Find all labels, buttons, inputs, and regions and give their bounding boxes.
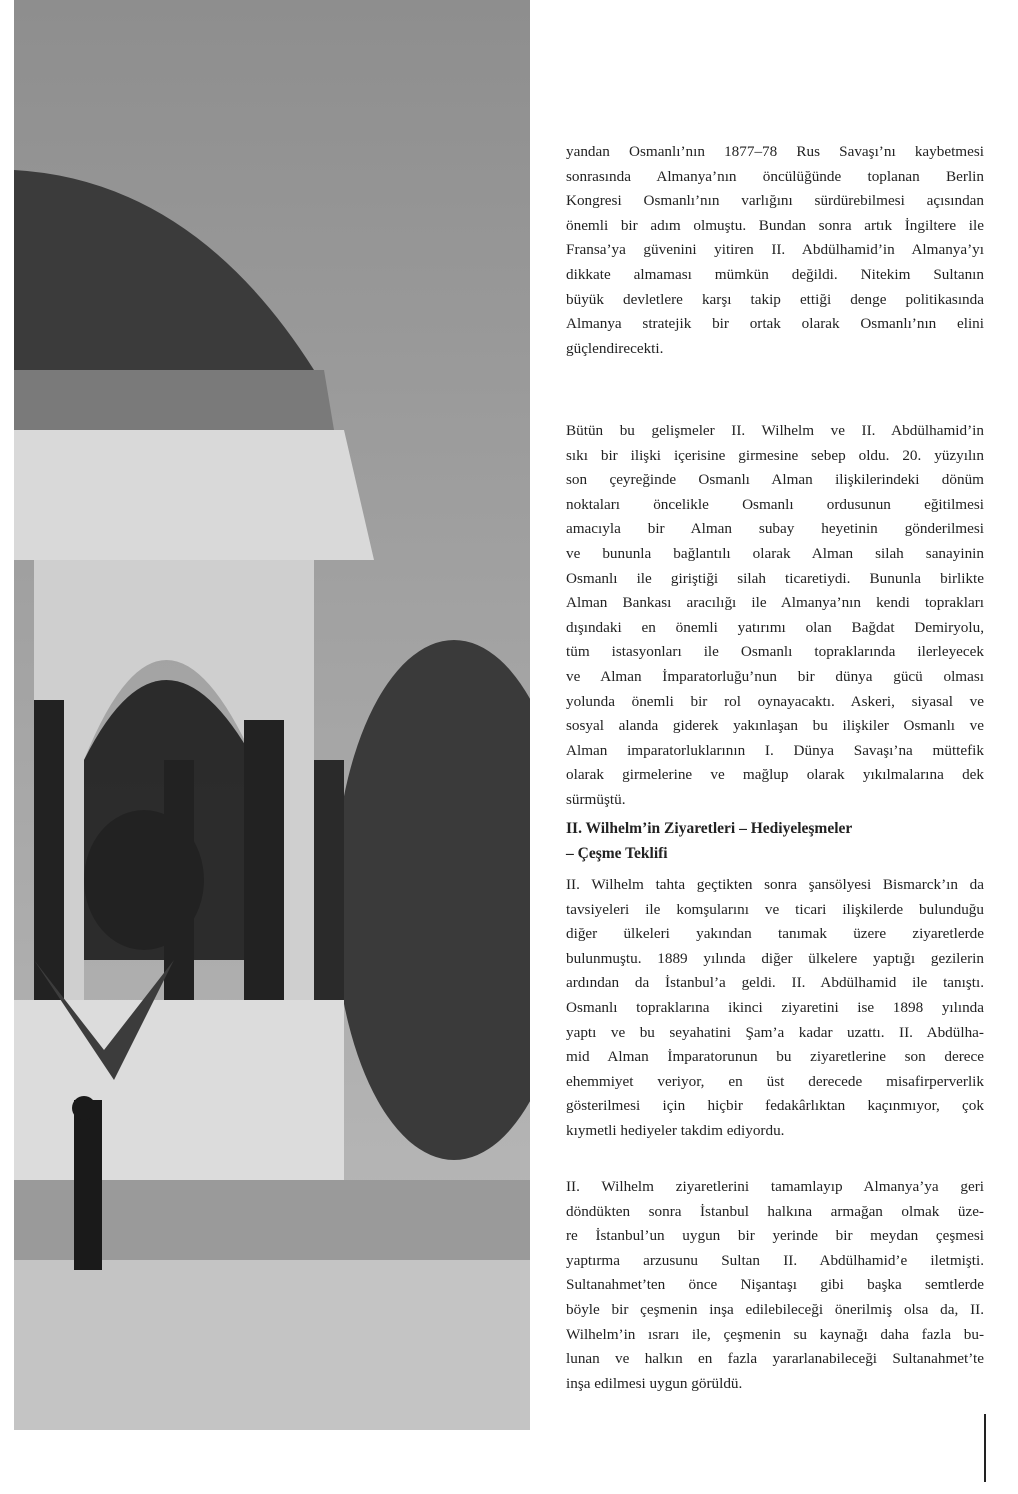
text-line: dışındaki en önemli yatırımı olan Bağdat Demiryolu, <box>566 618 984 636</box>
text-line: Fransa’ya güvenini yitiren II. Abdülhamid’in Almanya’yı <box>566 241 984 259</box>
section-heading <box>566 816 984 866</box>
paragraph-1 <box>566 140 984 361</box>
text-line: ve bununla bağlantılı olarak Alman silah sanayinin <box>566 544 984 562</box>
text-line: II. Wilhelm tahta geçtikten sonra şansölyesi Bismarck’ın da <box>566 876 984 893</box>
text-line: yaptırma arzusunu Sultan II. Abdülhamid’e iletmişti. <box>566 1251 984 1269</box>
text-line: Bütün bu gelişmeler II. Wilhelm ve II. Abdülhamid’in <box>566 422 984 439</box>
text-line: Sultanahmet’ten önce Nişantaşı gibi başka semtlerde <box>566 1276 984 1294</box>
text-line: sıkı bir ilişki içerisine girmesine sebep oldu. 20. yüzyılın <box>566 446 984 464</box>
text-line: dikkate almaması mümkün değildi. Nitekim Sultanın <box>566 265 984 283</box>
text-line: böyle bir çeşmenin inşa edilebileceği önerilmiş olsa da, II. <box>566 1300 984 1318</box>
text-line: lunan ve halkın en fazla yararlanabileceği Sultanahmet’te <box>566 1350 984 1368</box>
text-line: ve Alman İmparatorluğu’nun bir dünya gücü olması <box>566 667 984 685</box>
page-marker-rule <box>984 1414 986 1482</box>
text-line: Kongresi Osmanlı’nın varlığını sürdürebilmesi açısından <box>566 192 984 210</box>
text-line: bulunmuştu. 1889 yılında diğer ülkelere yaptığı gezilerin <box>566 949 984 967</box>
paragraph-3 <box>566 873 984 1144</box>
text-line: olarak girmelerine ve mağlup olarak yıkılmalarına dek <box>566 766 984 784</box>
text-line: ehemmiyet veriyor, en üst derecede misafirperverlik <box>566 1072 984 1090</box>
heading-line: II. Wilhelm’in Ziyaretleri – Hediyeleşmeler <box>566 820 853 837</box>
text-line: son çeyreğinde Osmanlı Alman ilişkilerindeki dönüm <box>566 471 984 489</box>
text-line: Alman Bankası aracılığı ile Almanya’nın kendi toprakları <box>566 594 984 612</box>
text-line: II. Wilhelm ziyaretlerini tamamlayıp Almanya’ya geri <box>566 1178 984 1195</box>
text-line: inşa edilmesi uygun görüldü. <box>566 1374 743 1392</box>
text-line: tavsiyeleri ile komşularını ve ticari ilişkilerde bulunduğu <box>566 900 984 918</box>
text-line: yandan Osmanlı’nın 1877–78 Rus Savaşı’nı kaybetmesi <box>566 143 984 160</box>
text-line: Osmanlı topraklarına ikinci ziyaretini ise 1898 yılında <box>566 998 984 1016</box>
text-line: kıymetli hediyeler takdim ediyordu. <box>566 1121 785 1139</box>
paragraph-2 <box>566 419 984 813</box>
text-line: yolunda önemli bir rol oynayacaktı. Askeri, siyasal ve <box>566 692 984 710</box>
fountain-pavilion-photo <box>14 0 530 1430</box>
text-line: Alman imparatorluklarının I. Dünya Savaşı’na müttefik <box>566 741 984 759</box>
text-line: sürmüştü. <box>566 790 626 808</box>
text-line: döndükten sonra İstanbul halkına armağan olmak üze- <box>566 1202 984 1220</box>
text-line: Almanya stratejik bir ortak olarak Osmanlı’nın elini <box>566 315 984 333</box>
heading-line: – Çeşme Teklifi <box>566 845 668 862</box>
text-line: tüm istasyonları ile Osmanlı topraklarında ilerleyecek <box>566 643 984 661</box>
text-line: sosyal alanda giderek yakınlaşan bu ilişkiler Osmanlı ve <box>566 717 984 735</box>
text-line: önemli bir adım olmuştu. Bundan sonra artık İngiltere ile <box>566 216 984 234</box>
text-line: büyük devletlere karşı takip ettiği denge politikasında <box>566 290 984 308</box>
text-line: mid Alman İmparatorunun bu ziyaretlerine son derece <box>566 1048 984 1066</box>
paragraph-4 <box>566 1175 984 1396</box>
text-line: güçlendirecekti. <box>566 339 664 357</box>
text-line: amacıyla bir Alman subay heyetinin gönderilmesi <box>566 520 984 538</box>
text-line: Osmanlı ile giriştiği silah ticaretiydi. Bununla birlikte <box>566 569 984 587</box>
text-line: noktaları öncelikle Osmanlı ordusunun eğitilmesi <box>566 495 984 513</box>
text-line: gösterilmesi için hiçbir fedakârlıktan kaçınmıyor, çok <box>566 1097 984 1115</box>
text-line: diğer ülkeleri yakından tanımak üzere ziyaretlerde <box>566 925 984 943</box>
text-line: yaptı ve bu seyahatini Şam’a kadar uzattı. II. Abdülha- <box>566 1023 984 1041</box>
text-line: re İstanbul’un uygun bir yerinde bir meydan çeşmesi <box>566 1227 984 1245</box>
text-line: sonrasında Almanya’nın öncülüğünde toplanan Berlin <box>566 167 984 185</box>
text-line: ardından da İstanbul’a geldi. II. Abdülhamid ile tanıştı. <box>566 974 984 992</box>
text-line: Wilhelm’in ısrarı ile, çeşmenin su kaynağı daha fazla bu- <box>566 1325 984 1343</box>
